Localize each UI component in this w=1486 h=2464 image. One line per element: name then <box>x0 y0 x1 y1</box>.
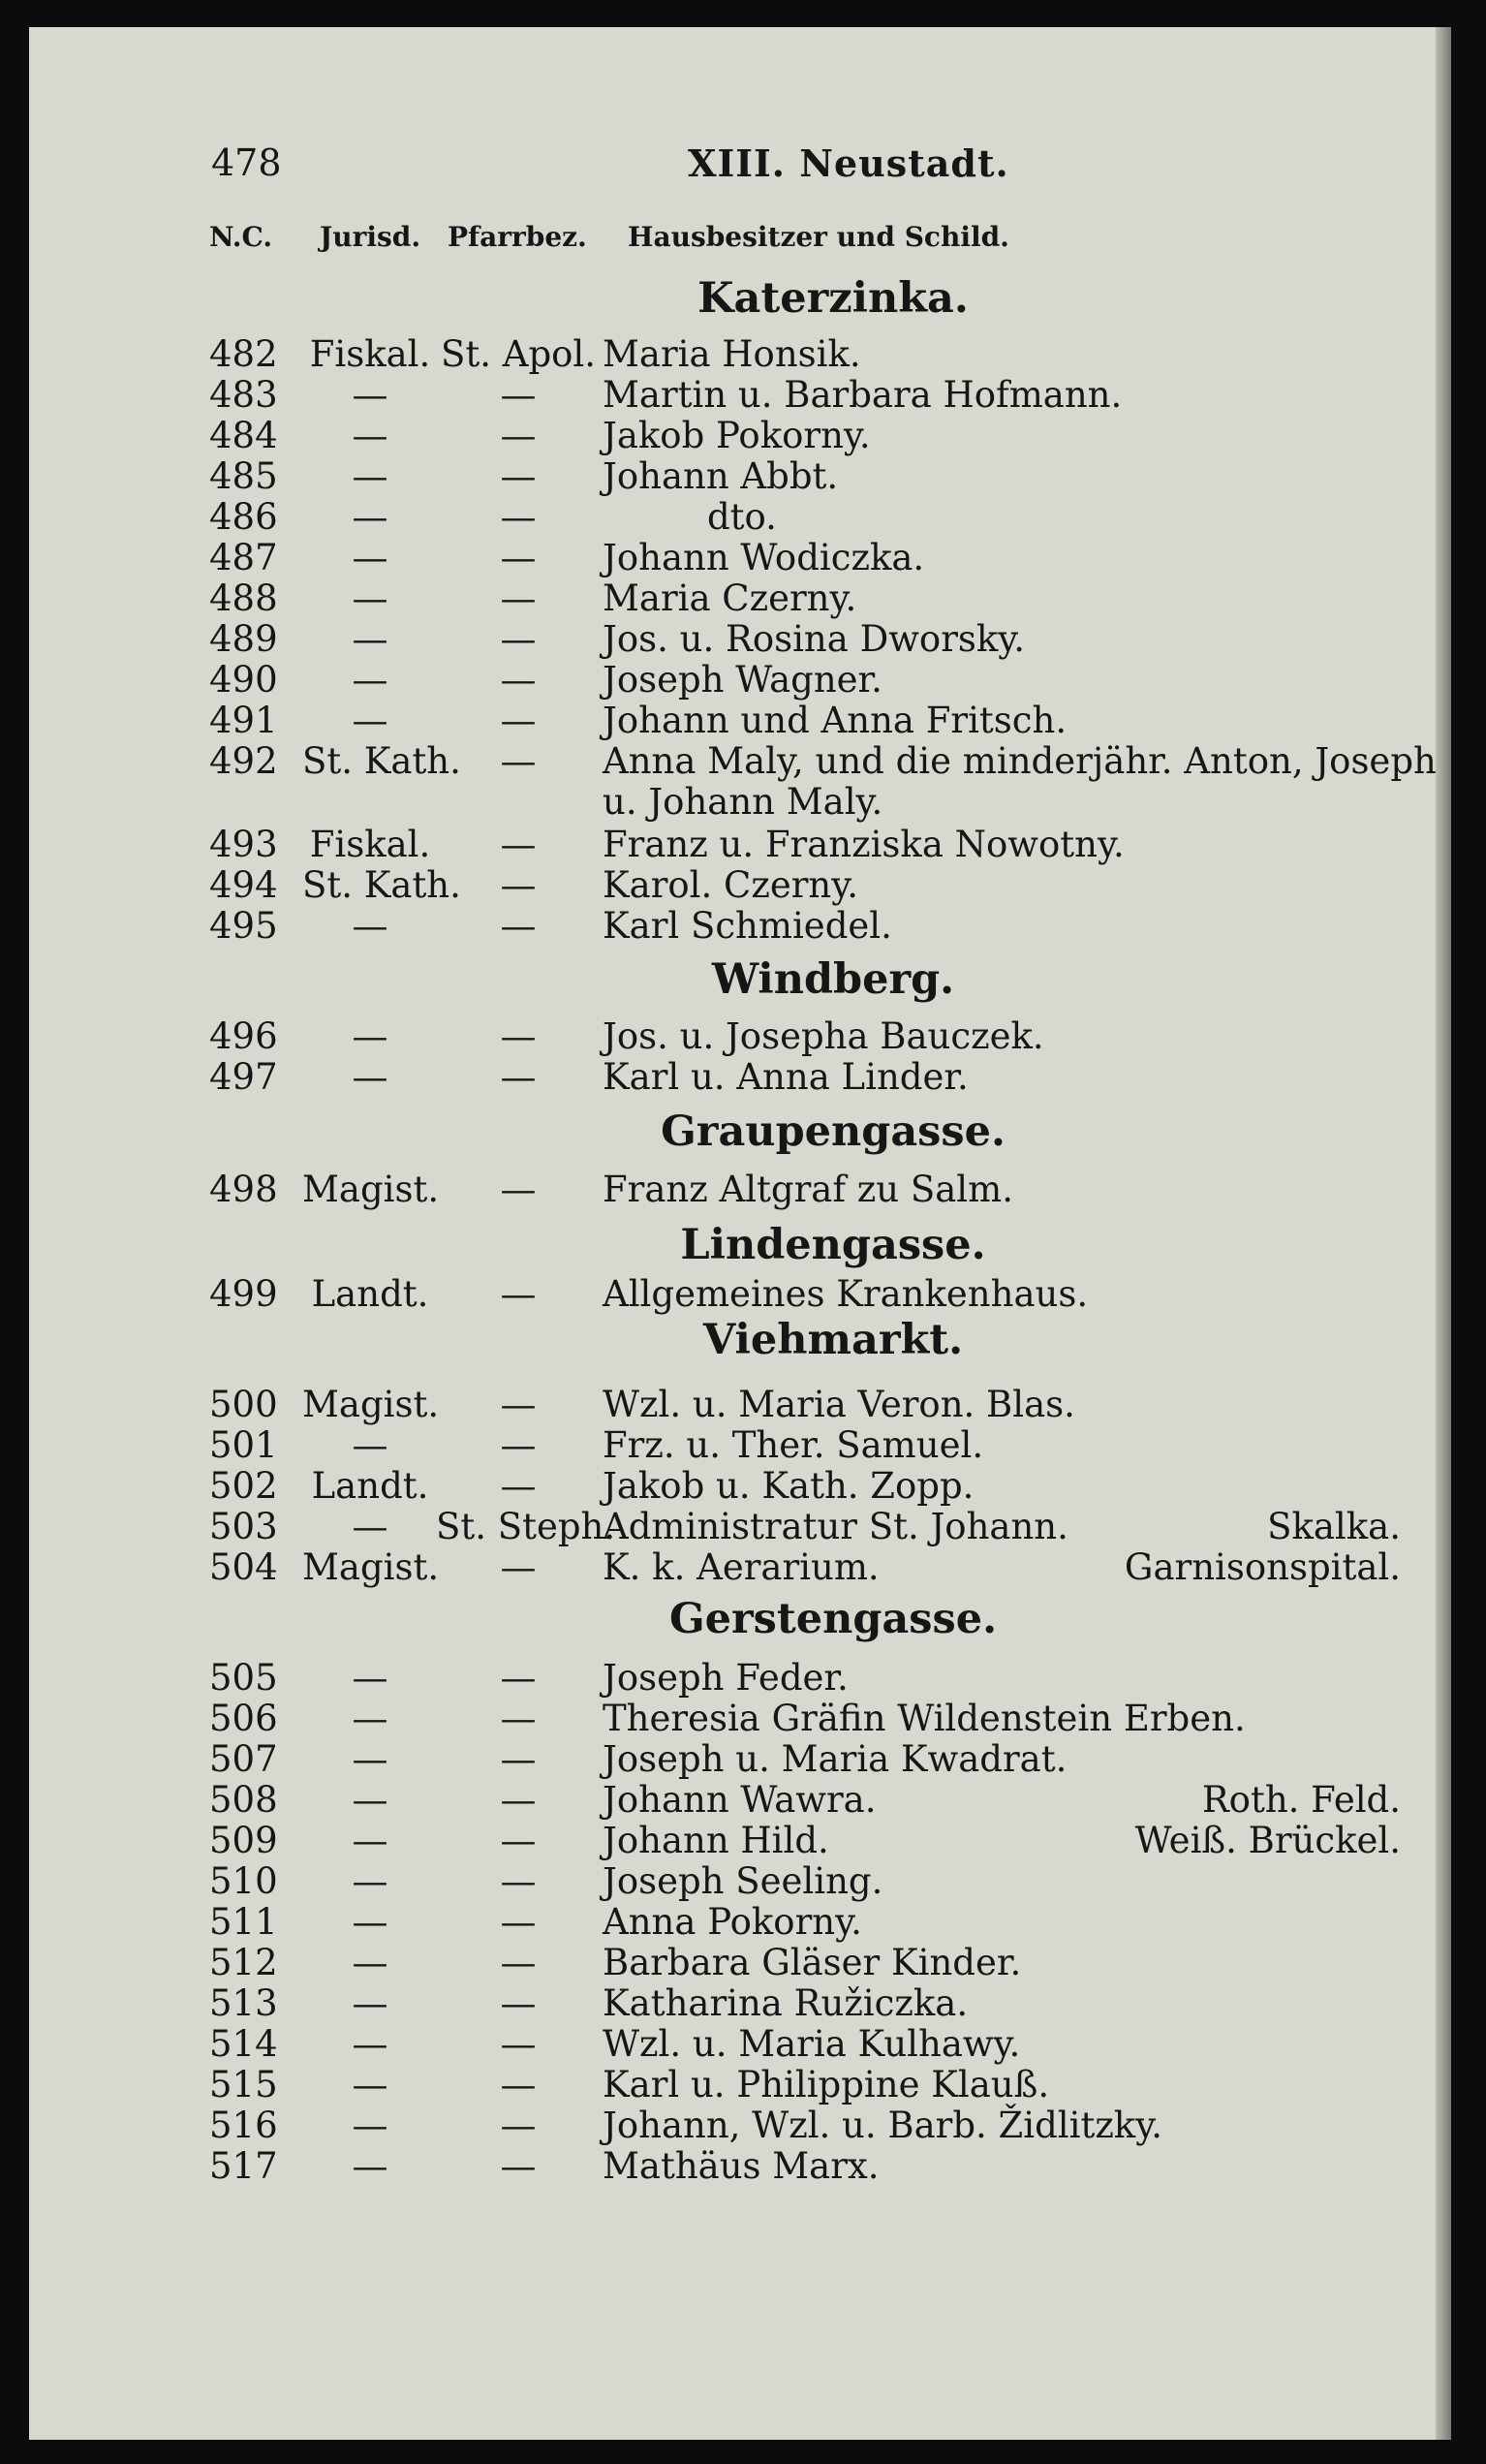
street-heading: Windberg. <box>711 955 955 1004</box>
owner: Martin u. Barbara Hofmann. <box>603 374 1123 416</box>
jurisdiction: — <box>352 2064 388 2105</box>
house-number: 500 <box>209 1384 278 1425</box>
jurisdiction: — <box>352 905 388 947</box>
jurisdiction: Fiskal. <box>309 824 431 865</box>
jurisdiction: — <box>352 1738 388 1780</box>
owner: Karol. Czerny. <box>603 864 858 906</box>
house-number: 490 <box>209 659 278 701</box>
table-row <box>29 620 1424 659</box>
table-row <box>29 907 1424 946</box>
parish: — <box>500 2023 537 2065</box>
table-row <box>29 1781 1424 1820</box>
owner: Karl Schmiedel. <box>603 905 892 947</box>
house-number: 512 <box>209 1942 278 1983</box>
table-row <box>29 498 1424 537</box>
owner: Joseph Feder. <box>603 1657 849 1699</box>
location-note: Skalka. <box>1267 1506 1401 1547</box>
jurisdiction: — <box>352 2023 388 2065</box>
parish: — <box>500 537 537 578</box>
jurisdiction: — <box>352 1424 388 1466</box>
parish: — <box>500 1779 537 1821</box>
parish: — <box>500 618 537 660</box>
parish: — <box>500 415 537 456</box>
jurisdiction: — <box>352 1657 388 1699</box>
table-row <box>29 2106 1424 2145</box>
table-row <box>29 1467 1424 1506</box>
jurisdiction: — <box>352 374 388 416</box>
parish: — <box>500 1738 537 1780</box>
table-row <box>29 1659 1424 1698</box>
column-header-owner: Hausbesitzer und Schild. <box>628 221 1009 253</box>
owner: Jakob u. Kath. Zopp. <box>603 1465 975 1507</box>
parish: — <box>500 659 537 701</box>
page-number: 478 <box>211 141 282 184</box>
jurisdiction: — <box>352 1698 388 1739</box>
table-row <box>29 1017 1424 1056</box>
house-number: 505 <box>209 1657 278 1699</box>
parish: — <box>500 1056 537 1098</box>
owner: Jakob Pokorny. <box>603 415 871 456</box>
owner: Anna Maly, und die minderjähr. Anton, Joseph <box>603 740 1437 782</box>
jurisdiction: — <box>352 1506 388 1547</box>
parish: — <box>500 577 537 619</box>
owner: Wzl. u. Maria Veron. Blas. <box>603 1384 1075 1425</box>
owner: dto. <box>707 496 777 538</box>
jurisdiction: — <box>352 1779 388 1821</box>
owner: Karl u. Philippine Klauß. <box>603 2064 1050 2105</box>
jurisdiction: — <box>352 496 388 538</box>
parish: — <box>500 1698 537 1739</box>
owner: K. k. Aerarium. <box>603 1546 880 1588</box>
table-row <box>29 1386 1424 1424</box>
table-row <box>29 579 1424 618</box>
house-number: 493 <box>209 824 278 865</box>
book-page <box>29 27 1451 2440</box>
owner: u. Johann Maly. <box>603 781 883 823</box>
jurisdiction: — <box>352 1901 388 1943</box>
parish: — <box>500 1982 537 2024</box>
jurisdiction: — <box>352 1942 388 1983</box>
house-number: 494 <box>209 864 278 906</box>
parish: — <box>500 1942 537 1983</box>
owner: Wzl. u. Maria Kulhawy. <box>603 2023 1021 2065</box>
jurisdiction: Fiskal. <box>309 333 431 375</box>
jurisdiction: Magist. <box>302 1169 440 1210</box>
table-row <box>29 1426 1424 1465</box>
jurisdiction: — <box>352 537 388 578</box>
table-row <box>29 1700 1424 1738</box>
table-row <box>29 376 1424 415</box>
parish: St. Apol. <box>440 333 596 375</box>
jurisdiction: — <box>352 700 388 741</box>
street-heading: Gerstengasse. <box>668 1595 998 1643</box>
house-number: 487 <box>209 537 278 578</box>
table-row <box>29 1944 1424 1982</box>
parish: — <box>500 1657 537 1699</box>
house-number: 498 <box>209 1169 278 1210</box>
owner: Maria Honsik. <box>603 333 861 375</box>
house-number: 515 <box>209 2064 278 2105</box>
house-number: 485 <box>209 455 278 497</box>
owner: Joseph Seeling. <box>603 1860 883 1902</box>
jurisdiction: — <box>352 2105 388 2146</box>
house-number: 516 <box>209 2105 278 2146</box>
street-heading: Katerzinka. <box>697 274 969 323</box>
owner: Johann Abbt. <box>603 455 839 497</box>
jurisdiction: Magist. <box>302 1546 440 1588</box>
table-row <box>29 740 1437 782</box>
parish: — <box>500 374 537 416</box>
parish: — <box>500 1546 537 1588</box>
owner: Jos. u. Josepha Bauczek. <box>603 1015 1044 1057</box>
parish: — <box>500 2105 537 2146</box>
jurisdiction: — <box>352 2145 388 2187</box>
table-row <box>29 1058 1424 1097</box>
house-number: 497 <box>209 1056 278 1098</box>
column-header-parish: Pfarrbez. <box>448 221 587 253</box>
parish: — <box>500 740 537 782</box>
house-number: 509 <box>209 1820 278 1861</box>
house-number: 486 <box>209 496 278 538</box>
house-number: 482 <box>209 333 278 375</box>
jurisdiction: — <box>352 1056 388 1098</box>
table-row <box>29 1548 1424 1587</box>
owner: Jos. u. Rosina Dworsky. <box>603 618 1026 660</box>
owner: Mathäus Marx. <box>603 2145 880 2187</box>
parish: — <box>500 2064 537 2105</box>
owner: Johann Hild. <box>603 1820 829 1861</box>
house-number: 491 <box>209 700 278 741</box>
parish: — <box>500 1901 537 1943</box>
owner: Allgemeines Krankenhaus. <box>603 1273 1089 1315</box>
owner: Joseph u. Maria Kwadrat. <box>603 1738 1068 1780</box>
owner: Joseph Wagner. <box>603 659 882 701</box>
page-spine-shadow <box>1436 27 1451 2440</box>
jurisdiction: — <box>352 618 388 660</box>
owner: Johann Wodiczka. <box>603 537 925 578</box>
house-number: 492 <box>209 740 278 782</box>
house-number: 488 <box>209 577 278 619</box>
jurisdiction: — <box>352 415 388 456</box>
table-row <box>29 1984 1424 2023</box>
parish: — <box>500 1860 537 1902</box>
table-row <box>29 2066 1424 2105</box>
parish: — <box>500 1169 537 1210</box>
owner: Johann Wawra. <box>603 1779 877 1821</box>
table-row <box>29 1740 1424 1779</box>
location-note: Roth. Feld. <box>1201 1779 1401 1821</box>
owner: Administratur St. Johann. <box>603 1506 1068 1547</box>
table-row <box>29 661 1424 700</box>
jurisdiction: Landt. <box>311 1273 429 1315</box>
parish: — <box>500 864 537 906</box>
house-number: 483 <box>209 374 278 416</box>
house-number: 489 <box>209 618 278 660</box>
house-number: 511 <box>209 1901 278 1943</box>
house-number: 501 <box>209 1424 278 1466</box>
jurisdiction: — <box>352 455 388 497</box>
house-number: 508 <box>209 1779 278 1821</box>
parish: — <box>500 1465 537 1507</box>
street-heading: Viehmarkt. <box>702 1316 964 1364</box>
table-row <box>29 1903 1424 1942</box>
table-row <box>29 457 1424 496</box>
house-number: 506 <box>209 1698 278 1739</box>
table-row-continuation <box>29 783 1424 822</box>
owner: Frz. u. Ther. Samuel. <box>603 1424 984 1466</box>
table-row <box>29 417 1424 455</box>
parish: — <box>500 1384 537 1425</box>
house-number: 504 <box>209 1546 278 1588</box>
jurisdiction: Landt. <box>311 1465 429 1507</box>
table-row <box>29 335 1424 374</box>
owner: Barbara Gläser Kinder. <box>603 1942 1022 1983</box>
jurisdiction: St. Kath. <box>302 740 461 782</box>
house-number: 510 <box>209 1860 278 1902</box>
table-row <box>29 539 1424 577</box>
location-note: Weiß. Brückel. <box>1134 1820 1401 1861</box>
owner: Johann und Anna Fritsch. <box>603 700 1068 741</box>
house-number: 496 <box>209 1015 278 1057</box>
jurisdiction: — <box>352 577 388 619</box>
parish: — <box>500 2145 537 2187</box>
street-heading: Graupengasse. <box>661 1107 1006 1156</box>
table-row <box>29 866 1424 905</box>
table-row <box>29 826 1424 864</box>
parish: — <box>500 455 537 497</box>
table-row <box>29 1822 1424 1860</box>
house-number: 499 <box>209 1273 278 1315</box>
parish: — <box>500 1820 537 1861</box>
running-title: XIII. Neustadt. <box>688 141 1009 185</box>
jurisdiction: — <box>352 659 388 701</box>
jurisdiction: Magist. <box>302 1384 440 1425</box>
table-row <box>29 1170 1424 1209</box>
house-number: 507 <box>209 1738 278 1780</box>
house-number: 517 <box>209 2145 278 2187</box>
parish: — <box>500 824 537 865</box>
table-row <box>29 1508 1424 1546</box>
house-number: 514 <box>209 2023 278 2065</box>
table-row <box>29 2025 1424 2064</box>
parish: — <box>500 1424 537 1466</box>
owner: Theresia Gräfin Wildenstein Erben. <box>603 1698 1246 1739</box>
house-number: 513 <box>209 1982 278 2024</box>
parish: — <box>500 496 537 538</box>
owner: Franz u. Franziska Nowotny. <box>603 824 1125 865</box>
house-number: 484 <box>209 415 278 456</box>
jurisdiction: — <box>352 1820 388 1861</box>
column-header-number: N.C. <box>209 221 273 253</box>
table-row <box>29 1275 1424 1314</box>
table-row <box>29 702 1424 740</box>
owner: Karl u. Anna Linder. <box>603 1056 969 1098</box>
parish: — <box>500 1015 537 1057</box>
location-note: Garnisonspital. <box>1124 1546 1401 1588</box>
parish: — <box>500 1273 537 1315</box>
jurisdiction: — <box>352 1860 388 1902</box>
street-heading: Lindengasse. <box>680 1221 986 1269</box>
parish: — <box>500 905 537 947</box>
parish: St. Steph. <box>436 1506 616 1547</box>
parish: — <box>500 700 537 741</box>
house-number: 502 <box>209 1465 278 1507</box>
owner: Maria Czerny. <box>603 577 857 619</box>
jurisdiction: — <box>352 1982 388 2024</box>
owner: Anna Pokorny. <box>603 1901 862 1943</box>
table-row <box>29 1862 1424 1901</box>
table-row <box>29 2147 1424 2186</box>
jurisdiction: — <box>352 1015 388 1057</box>
owner: Franz Altgraf zu Salm. <box>603 1169 1013 1210</box>
house-number: 495 <box>209 905 278 947</box>
column-header-jurisdiction: Jurisd. <box>320 221 421 253</box>
house-number: 503 <box>209 1506 278 1547</box>
owner: Katharina Ružiczka. <box>603 1982 969 2024</box>
jurisdiction: St. Kath. <box>302 864 461 906</box>
owner: Johann, Wzl. u. Barb. Židlitzky. <box>603 2105 1162 2146</box>
